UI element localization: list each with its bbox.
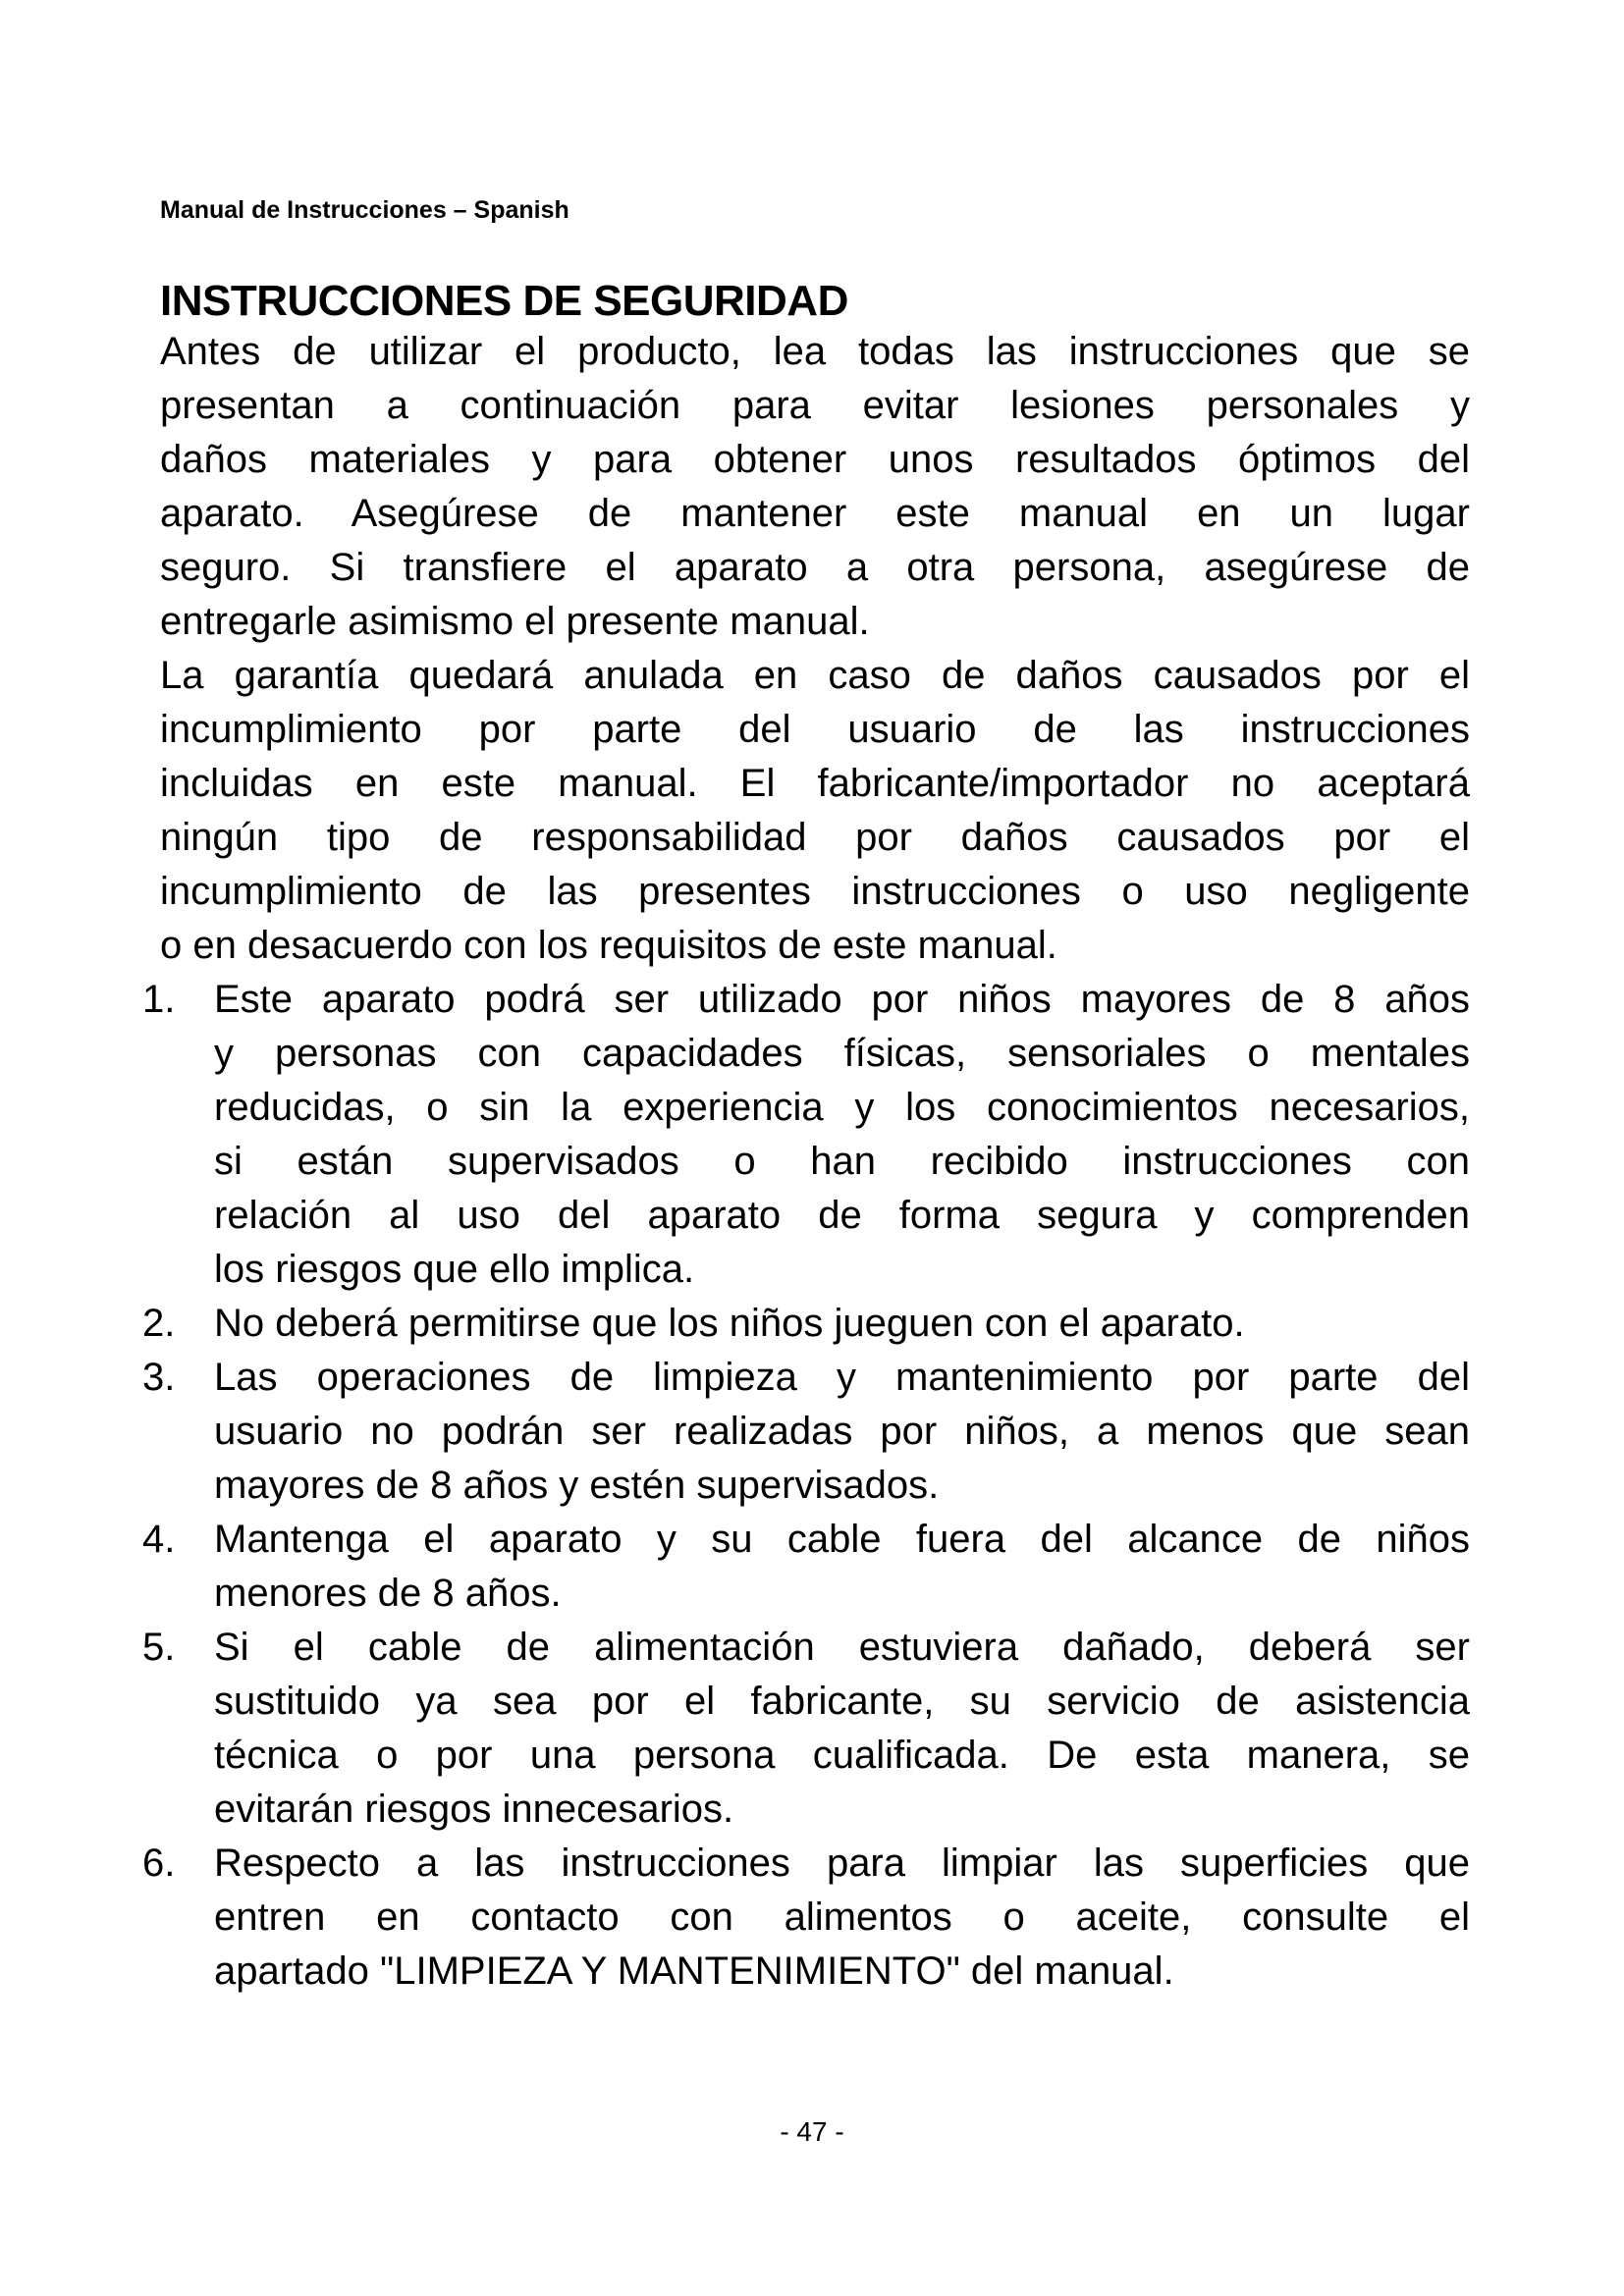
list-item: [142, 1621, 1470, 1837]
paragraph: [160, 325, 1470, 649]
text-line: incumplimiento de las presentes instrucciones o uso negligente: [160, 870, 1470, 913]
text-line: Mantenga el aparato y su cable fuera del alcance de niños: [214, 1518, 1470, 1561]
document-header: [160, 197, 569, 224]
list-item: [142, 973, 1470, 1297]
text-line: reducidas, o sin la experiencia y los conocimientos necesarios,: [214, 1086, 1470, 1129]
list-item-text: [214, 973, 1470, 1297]
text-line: Las operaciones de limpieza y mantenimiento por parte del: [214, 1356, 1470, 1399]
text-line: ningún tipo de responsabilidad por daños causados por el: [160, 816, 1470, 859]
text-line: apartado "LIMPIEZA Y MANTENIMIENTO" del manual.: [214, 1949, 1174, 1993]
list-item: [142, 1351, 1470, 1513]
list-item-number: 4.: [142, 1518, 176, 1561]
list-item-text: [214, 1351, 1470, 1513]
text-line: No deberá permitirse que los niños jueguen con el aparato.: [214, 1302, 1245, 1345]
text-line: Respecto a las instrucciones para limpiar las superficies que: [214, 1842, 1470, 1885]
page-footer: [0, 2117, 1624, 2147]
text-line: daños materiales y para obtener unos resultados óptimos del: [160, 438, 1470, 481]
list-item: [142, 1297, 1470, 1351]
list-item-text: [214, 1513, 1470, 1621]
text-line: menores de 8 años.: [214, 1572, 562, 1615]
list-item-number: 6.: [142, 1842, 176, 1885]
text-line: sustituido ya sea por el fabricante, su servicio de asistencia: [214, 1680, 1470, 1723]
text-line: relación al uso del aparato de forma segura y comprenden: [214, 1194, 1470, 1237]
list-item-number: 3.: [142, 1356, 176, 1399]
text-line: Este aparato podrá ser utilizado por niños mayores de 8 años: [214, 978, 1470, 1021]
text-line: o en desacuerdo con los requisitos de este manual.: [160, 924, 1057, 967]
text-line: aparato. Asegúrese de mantener este manual en un lugar: [160, 492, 1470, 535]
intro-paragraphs: [160, 325, 1470, 973]
text-line: La garantía quedará anulada en caso de daños causados por el: [160, 654, 1470, 697]
paragraph: [160, 649, 1470, 973]
text-line: técnica o por una persona cualificada. De esta manera, se: [214, 1734, 1470, 1777]
section-title: INSTRUCCIONES DE SEGURIDAD: [160, 277, 848, 325]
list-item-text: [214, 1837, 1470, 1999]
text-line: si están supervisados o han recibido instrucciones con: [214, 1140, 1470, 1183]
list-item-text: [214, 1297, 1470, 1351]
text-line: Antes de utilizar el producto, lea todas las instrucciones que se: [160, 330, 1470, 373]
list-item: [142, 1837, 1470, 1999]
text-line: incluidas en este manual. El fabricante/importador no aceptará: [160, 762, 1470, 805]
safety-instructions-list: [142, 973, 1470, 1999]
header-text: Manual de Instrucciones – Spanish: [160, 196, 569, 224]
text-line: los riesgos que ello implica.: [214, 1248, 695, 1291]
text-line: mayores de 8 años y estén supervisados.: [214, 1464, 940, 1507]
text-line: usuario no podrán ser realizadas por niños, a menos que sean: [214, 1410, 1470, 1453]
text-line: presentan a continuación para evitar lesiones personales y: [160, 384, 1470, 427]
text-line: entren en contacto con alimentos o aceite, consulte el: [214, 1896, 1470, 1939]
text-line: seguro. Si transfiere el aparato a otra persona, asegúrese de: [160, 546, 1470, 589]
list-item: [142, 1513, 1470, 1621]
list-item-number: 5.: [142, 1626, 176, 1669]
text-line: incumplimiento por parte del usuario de las instrucciones: [160, 708, 1470, 751]
page-number: - 47 -: [780, 2116, 844, 2147]
text-line: evitarán riesgos innecesarios.: [214, 1788, 734, 1831]
list-item-number: 2.: [142, 1302, 176, 1345]
text-line: entregarle asimismo el presente manual.: [160, 600, 870, 643]
document-body: [142, 325, 1470, 1999]
text-line: Si el cable de alimentación estuviera dañado, deberá ser: [214, 1626, 1470, 1669]
text-line: y personas con capacidades físicas, sensoriales o mentales: [214, 1032, 1470, 1075]
list-item-number: 1.: [142, 978, 176, 1021]
list-item-text: [214, 1621, 1470, 1837]
